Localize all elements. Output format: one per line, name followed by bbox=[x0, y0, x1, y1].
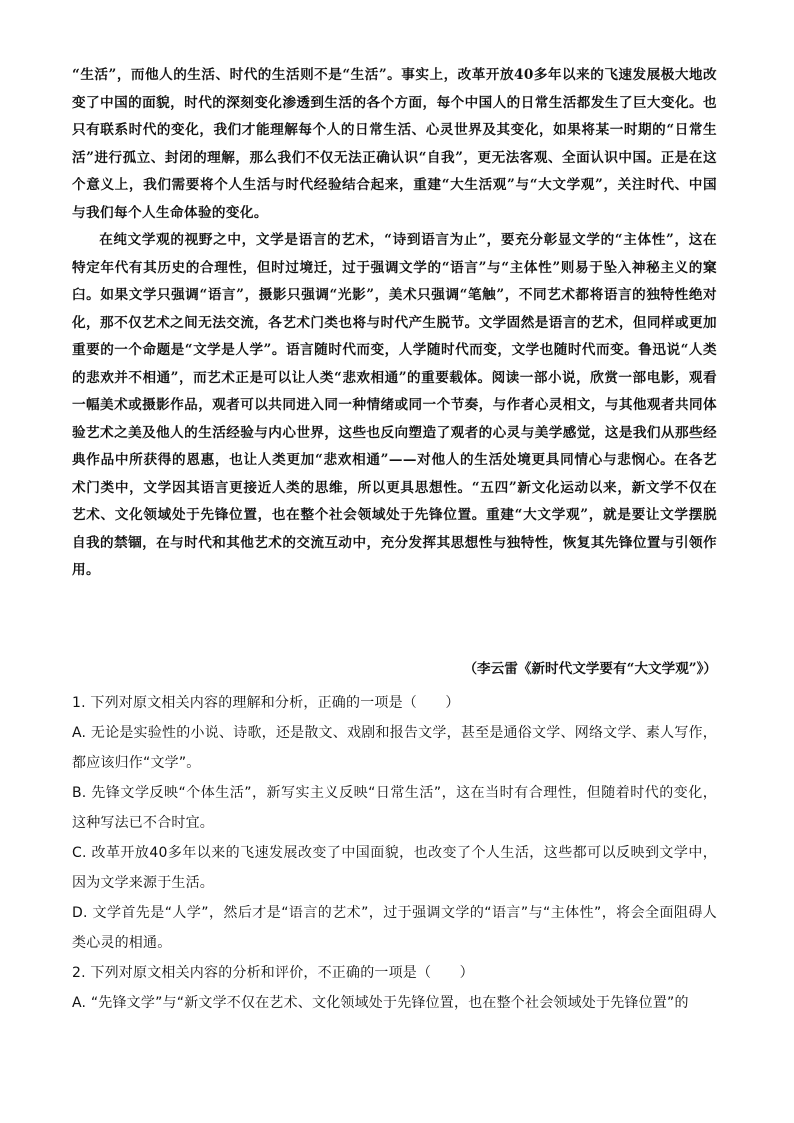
question-stem: 1. 下列对原文相关内容的理解和分析，正确的一项是（ ） bbox=[72, 695, 460, 711]
question-stem: 2. 下列对原文相关内容的分析和评价，不正确的一项是（ ） bbox=[72, 965, 474, 981]
option-c: C. 改革开放40多年以来的飞速发展改变了中国面貌，也改变了个人生活，这些都可以反映到文学中，因为文学来源于生活。 bbox=[72, 845, 717, 891]
option-d: D. 文学首先是“人学”，然后才是“语言的艺术”，过于强调文学的“语言”与“主体性”，将会全面阻碍人类心灵的相通。 bbox=[72, 905, 717, 951]
question-1 bbox=[72, 688, 717, 958]
passage-paragraph: 在纯文学观的视野之中，文学是语言的艺术，“诗到语言为止”，要充分彰显文学的“主体性”，这在特定年代有其历史的合理性，但时过境迁，过于强调文学的“语言”与“主体性”则易于坠入神秘主义的窠臼。如果文学只强调“语言”，摄影只强调“光影”，美术只强调“笔触”，不同艺术都将语言的独特性绝对化，那不仅艺术之间无法交流，各艺术门类也将与时代产生脱节。文学固然是语言的艺术，但同样或更加重要的一个命题是“文学是人学”。语言随时代而变，人学随时代而变，文学也随时代而变。鲁迅说“人类的悲欢并不相通”，而艺术正是可以让人类“悲欢相通”的重要载体。阅读一部小说，欣赏一部电影，观看一幅美术或摄影作品，观者可以共同进入同一种情绪或同一个节奏，与作者心灵相文，与其他观者共同体验艺术之美及他人的生活经验与内心世界，这些也反向塑造了观者的心灵与美学感觉，这是我们从那些经典作品中所获得的恩惠，也让人类更加“悲欢相通”——对他人的生活处境更具同情心与悲悯心。在各艺术门类中，文学因其语言更接近人类的思维，所以更具思想性。“五四”新文化运动以来，新文学不仅在艺术、文化领域处于先锋位置，也在整个社会领域处于先锋位置。重建“大文学观”，就是要让文学摆脱自我的禁锢，在与时代和其他艺术的交流互动中，充分发挥其思想性与独特性，恢复其先锋位置与引领作用。 bbox=[72, 232, 717, 578]
option-a: A. “先锋文学”与“新文学不仅在艺术、文化领域处于先锋位置，也在整个社会领域处于先锋位置”的 bbox=[72, 995, 689, 1011]
passage-source: （李云雷《新时代文学要有“大文学观”》） bbox=[463, 661, 717, 677]
passage-paragraph: “生活”，而他人的生活、时代的生活则不是“生活”。事实上，改革开放40多年以来的飞速发展极大地改变了中国的面貌，时代的深刻变化渗透到生活的各个方面，每个中国人的日常生活都发生了巨大变化。也只有联系时代的变化，我们才能理解每个人的日常生活、心灵世界及其变化，如果将某一时期的“日常生活”进行孤立、封闭的理解，那么我们不仅无法正确认识“自我”，更无法客观、全面认识中国。正是在这个意义上，我们需要将个人生活与时代经验结合起来，重建“大生活观”与“大文学观”，关注时代、中国与我们每个人生命体验的变化。 bbox=[72, 67, 717, 221]
option-b: B. 先锋文学反映“个体生活”，新写实主义反映“日常生活”，这在当时有合理性，但随着时代的变化，这种写法已不合时宜。 bbox=[72, 785, 717, 831]
reading-passage bbox=[72, 62, 717, 585]
question-2 bbox=[72, 958, 717, 1018]
question-list bbox=[72, 688, 717, 1018]
option-a: A. 无论是实验性的小说、诗歌，还是散文、戏剧和报告文学，甚至是通俗文学、网络文学、素人写作，都应该归作“文学”。 bbox=[72, 725, 717, 771]
